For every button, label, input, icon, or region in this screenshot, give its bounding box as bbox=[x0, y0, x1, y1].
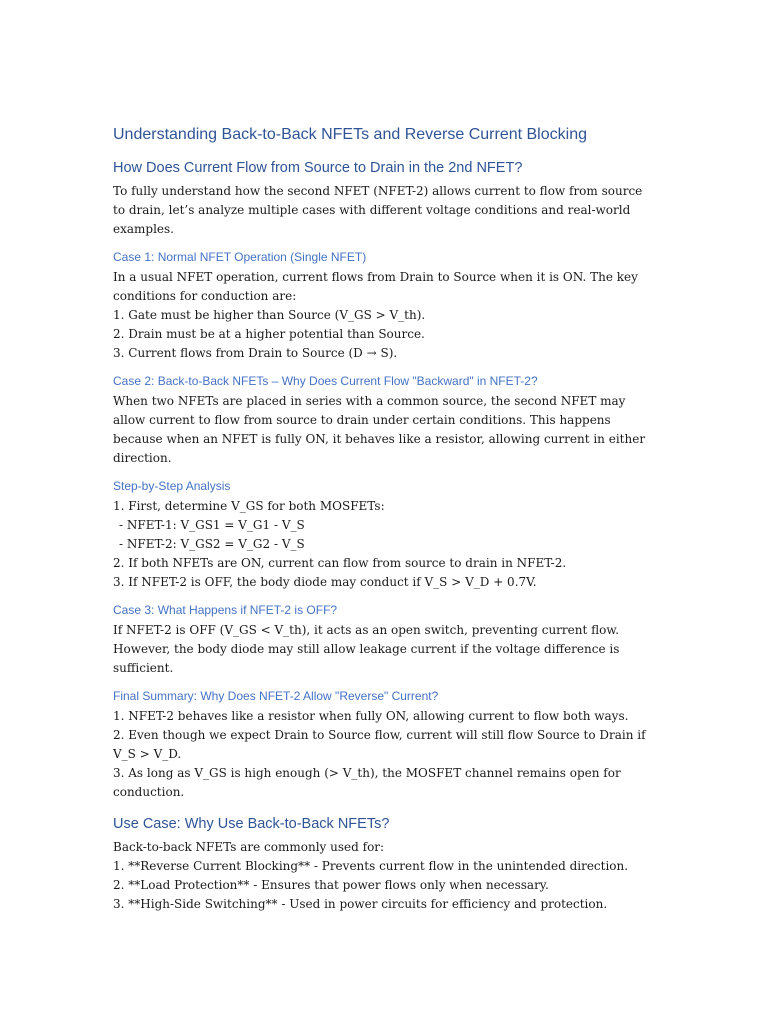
case3-paragraph: If NFET-2 is OFF (V_GS < V_th), it acts as an open switch, preventing current flow. However, the body diode may still allow leakage current if the voltage difference is sufficient. bbox=[113, 623, 620, 675]
document-page bbox=[113, 124, 658, 914]
case1-item: 2. Drain must be at a higher potential than Source. bbox=[113, 327, 425, 341]
usecase-intro: Back-to-back NFETs are commonly used for: bbox=[113, 840, 385, 854]
case1-item: 1. Gate must be higher than Source (V_GS > V_th). bbox=[113, 308, 426, 322]
summary-item: 1. NFET-2 behaves like a resistor when fully ON, allowing current to flow both ways. bbox=[113, 709, 629, 723]
case2-heading: Case 2: Back-to-Back NFETs – Why Does Current Flow "Backward" in NFET-2? bbox=[113, 374, 538, 388]
summary-item: 2. Even though we expect Drain to Source flow, current will still flow Source to Drain if V_S > V_D. bbox=[113, 728, 646, 761]
analysis-heading: Step-by-Step Analysis bbox=[113, 479, 231, 493]
section-heading-current-flow: How Does Current Flow from Source to Drain in the 2nd NFET? bbox=[113, 160, 523, 176]
usecase-item: 2. **Load Protection** - Ensures that power flows only when necessary. bbox=[113, 878, 549, 892]
usecase-heading: Use Case: Why Use Back-to-Back NFETs? bbox=[113, 816, 390, 832]
case3-heading: Case 3: What Happens if NFET-2 is OFF? bbox=[113, 603, 338, 617]
analysis-item: 1. First, determine V_GS for both MOSFETs: bbox=[113, 499, 385, 513]
case2-paragraph: When two NFETs are placed in series with a common source, the second NFET may allow current to flow from source to drain under certain conditions. This happens because when an NFET is fully ON, it behaves like a resistor, allowing current in either direction. bbox=[113, 394, 646, 465]
usecase-item: 1. **Reverse Current Blocking** - Prevents current flow in the unintended direction. bbox=[113, 859, 629, 873]
analysis-item: 2. If both NFETs are ON, current can flow from source to drain in NFET-2. bbox=[113, 556, 567, 570]
section-intro-paragraph: To fully understand how the second NFET (NFET-2) allows current to flow from source to drain, let’s analyze multiple cases with different voltage conditions and real-world examples. bbox=[113, 184, 643, 236]
analysis-item: 3. If NFET-2 is OFF, the body diode may conduct if V_S > V_D + 0.7V. bbox=[113, 575, 537, 589]
analysis-subitem: - NFET-1: V_GS1 = V_G1 - V_S bbox=[119, 518, 305, 532]
document-title: Understanding Back-to-Back NFETs and Reverse Current Blocking bbox=[113, 126, 587, 143]
summary-heading: Final Summary: Why Does NFET-2 Allow "Reverse" Current? bbox=[113, 689, 439, 703]
analysis-subitem: - NFET-2: V_GS2 = V_G2 - V_S bbox=[119, 537, 305, 551]
summary-item: 3. As long as V_GS is high enough (> V_th), the MOSFET channel remains open for conduction. bbox=[113, 766, 621, 799]
case1-item: 3. Current flows from Drain to Source (D → S). bbox=[113, 346, 398, 360]
usecase-item: 3. **High-Side Switching** - Used in power circuits for efficiency and protection. bbox=[113, 897, 608, 911]
case1-heading: Case 1: Normal NFET Operation (Single NFET) bbox=[113, 250, 367, 264]
case1-intro-paragraph: In a usual NFET operation, current flows from Drain to Source when it is ON. The key conditions for conduction are: bbox=[113, 270, 638, 303]
